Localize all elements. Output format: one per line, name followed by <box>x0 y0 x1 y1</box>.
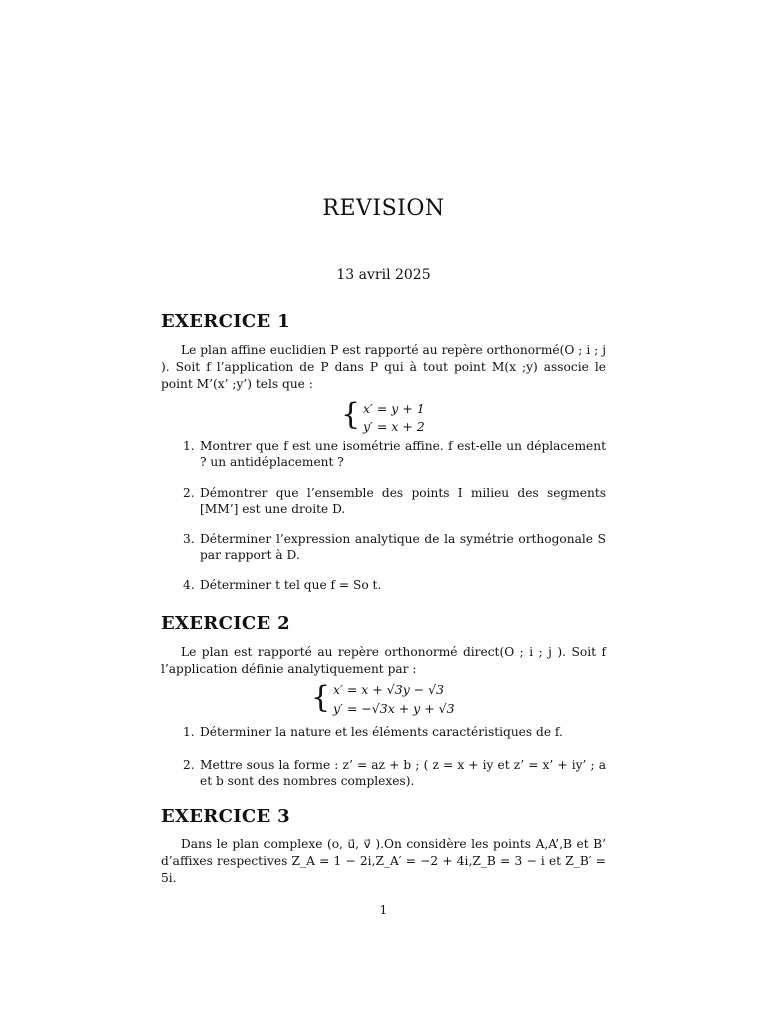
exercise-2-intro: Le plan est rapporté au repère orthonormé direct(O ; i ; j ). Soit f l’application définie analytiquement par : <box>161 645 606 676</box>
equation-1: x′ = x + √3y − √3 <box>333 682 445 697</box>
equation-2: y′ = x + 2 <box>363 419 425 434</box>
exercise-1-intro: Le plan affine euclidien P est rapporté au repère orthonormé(O ; i ; j ). Soit f l’application de P dans P qui à tout point M(x ;y) associe le point M’(x’ ;y’) tels que : <box>161 343 606 391</box>
exercise-3-heading: EXERCICE 3 <box>161 806 290 827</box>
equation-2: y′ = −√3x + y + √3 <box>333 701 455 716</box>
left-brace: { <box>341 397 361 432</box>
document-title: REVISION <box>322 196 445 221</box>
exercise-2-heading: EXERCICE 2 <box>161 613 290 634</box>
exercise-1-system <box>341 398 461 438</box>
exercise-3-intro: Dans le plan complexe (o, u⃗, v⃗ ).On considère les points A,A’,B et B’ d’affixes respectives Z_A = 1 − 2i,Z_A′ = −2 + 4i,Z_B = 3 − i et Z_B′ = 5i. <box>161 837 606 885</box>
exercise-1-heading: EXERCICE 1 <box>161 311 290 332</box>
exercise-2-system <box>311 679 491 721</box>
page-number: 1 <box>379 903 388 917</box>
left-brace: { <box>311 680 331 715</box>
equation-1: x′ = y + 1 <box>363 401 425 416</box>
document-date: 13 avril 2025 <box>336 267 431 283</box>
